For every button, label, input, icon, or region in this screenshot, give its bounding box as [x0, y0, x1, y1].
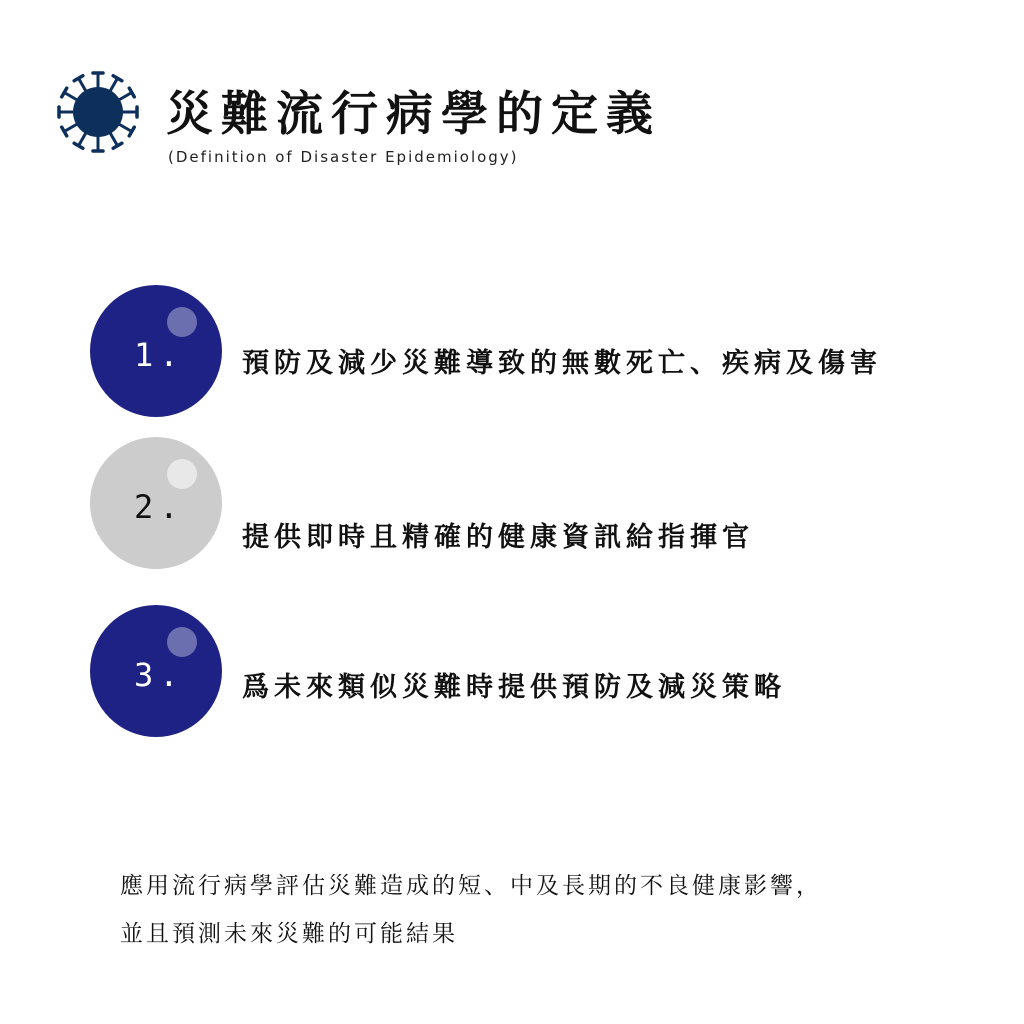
number-badge [90, 285, 222, 417]
summary-text [120, 862, 822, 958]
point-text: 爲未來類似災難時提供預防及減災策略 [242, 672, 786, 703]
point-item-2 [0, 437, 1024, 573]
summary-line-1: 應用流行病學評估災難造成的短、中及長期的不良健康影響， [120, 873, 822, 899]
page-subtitle: (Definition of Disaster Epidemiology) [168, 148, 519, 166]
summary-line-2: 並且預測未來災難的可能結果 [120, 921, 458, 947]
badge-highlight [167, 627, 197, 657]
point-number: 3. [134, 656, 185, 694]
point-item-3 [0, 605, 1024, 741]
point-item-1 [0, 285, 1024, 421]
number-badge [90, 437, 222, 569]
page-title: 災難流行病學的定義 [166, 87, 661, 142]
virus-icon [52, 66, 144, 158]
number-badge [90, 605, 222, 737]
point-text: 預防及減少災難導致的無數死亡、疾病及傷害 [242, 348, 882, 379]
badge-highlight [167, 459, 197, 489]
point-text: 提供即時且精確的健康資訊給指揮官 [242, 522, 754, 553]
point-number: 1. [134, 336, 185, 374]
point-number: 2. [134, 488, 185, 526]
badge-highlight [167, 307, 197, 337]
